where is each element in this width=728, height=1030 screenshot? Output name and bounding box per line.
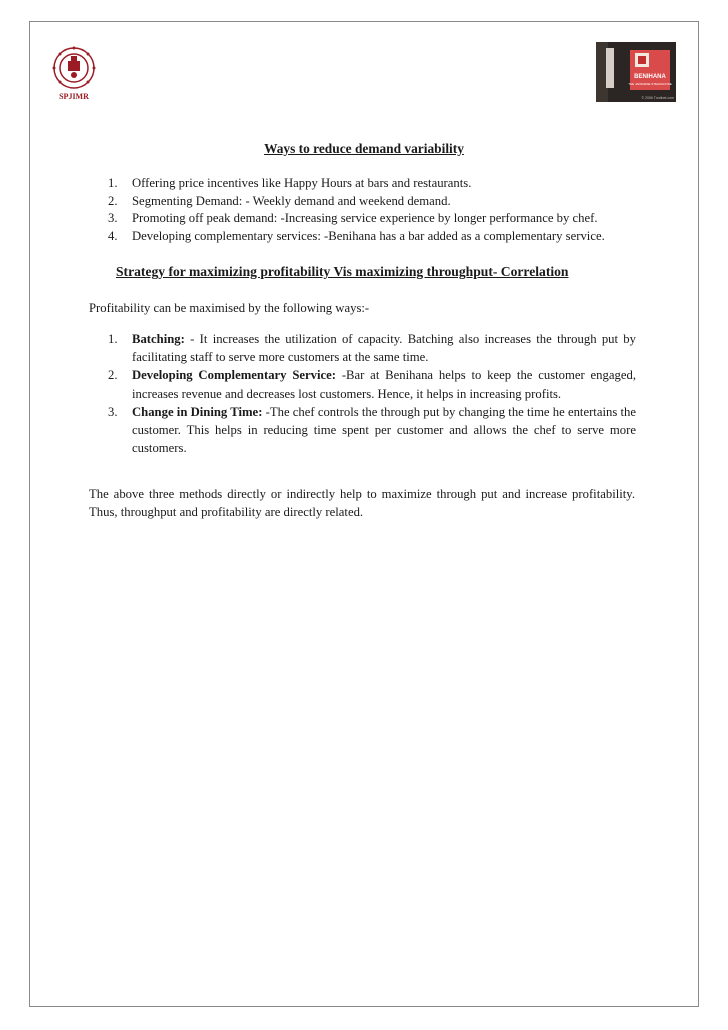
spjimr-logo-text: SPJIMR <box>59 92 89 101</box>
item-text: Promoting off peak demand: -Increasing service experience by longer performance by chef. <box>132 211 598 226</box>
demand-variability-list <box>108 175 636 246</box>
item-text: - It increases the utilization of capacity. Batching also increases the through put by facilitating staff to serve more customers at the same time. <box>132 332 636 365</box>
item-number: 3. <box>108 211 118 226</box>
item-number: 1. <box>108 332 118 346</box>
list-item <box>108 193 636 211</box>
list-item <box>108 228 636 246</box>
list-item <box>108 366 636 402</box>
profitability-methods-list <box>108 330 636 457</box>
spjimr-logo <box>49 44 99 102</box>
item-label: Developing Complementary Service: <box>132 368 337 383</box>
item-number: 3. <box>108 404 118 419</box>
list-item <box>108 210 636 228</box>
item-text: -Bar at Benihana helps to keep the customer engaged, increases revenue and decreases lost customers. Hence, it helps in increasing profits. <box>132 368 636 401</box>
item-text: Developing complementary services: -Benihana has a bar added as a complementary service. <box>132 229 605 244</box>
list-item <box>108 330 636 366</box>
item-number: 4. <box>108 229 118 244</box>
item-text: Segmenting Demand: - Weekly demand and weekend demand. <box>132 193 451 208</box>
item-label: Change in Dining Time: <box>132 404 263 419</box>
item-label: Batching: <box>132 332 185 346</box>
item-number: 2. <box>108 368 118 383</box>
item-number: 1. <box>108 176 118 190</box>
benihana-photo <box>596 42 676 102</box>
item-text: -The chef controls the through put by changing the time he entertains the customer. This helps in reducing time spent per customer and allows the chef to serve more customers. <box>132 404 636 456</box>
benihana-sign-subtext: THE JAPANESE STEAKHOUSE <box>628 82 672 86</box>
list-item <box>108 175 636 193</box>
item-text: Offering price incentives like Happy Hours at bars and restaurants. <box>132 176 472 190</box>
section1-title: Ways to reduce demand variability <box>264 141 464 156</box>
profitability-intro: Profitability can be maximised by the following ways:- <box>89 301 370 315</box>
photo-caption: © 2006 Trodinet.com <box>641 96 674 100</box>
benihana-sign-text: BENIHANA <box>634 74 666 80</box>
section2-title: Strategy for maximizing profitability Vis maximizing throughput- Correlation <box>116 264 569 279</box>
conclusion-paragraph: The above three methods directly or indirectly help to maximize through put and increase profitability. Thus, throughput and profitability are directly related. <box>89 487 635 519</box>
item-number: 2. <box>108 193 118 208</box>
list-item <box>108 403 636 458</box>
